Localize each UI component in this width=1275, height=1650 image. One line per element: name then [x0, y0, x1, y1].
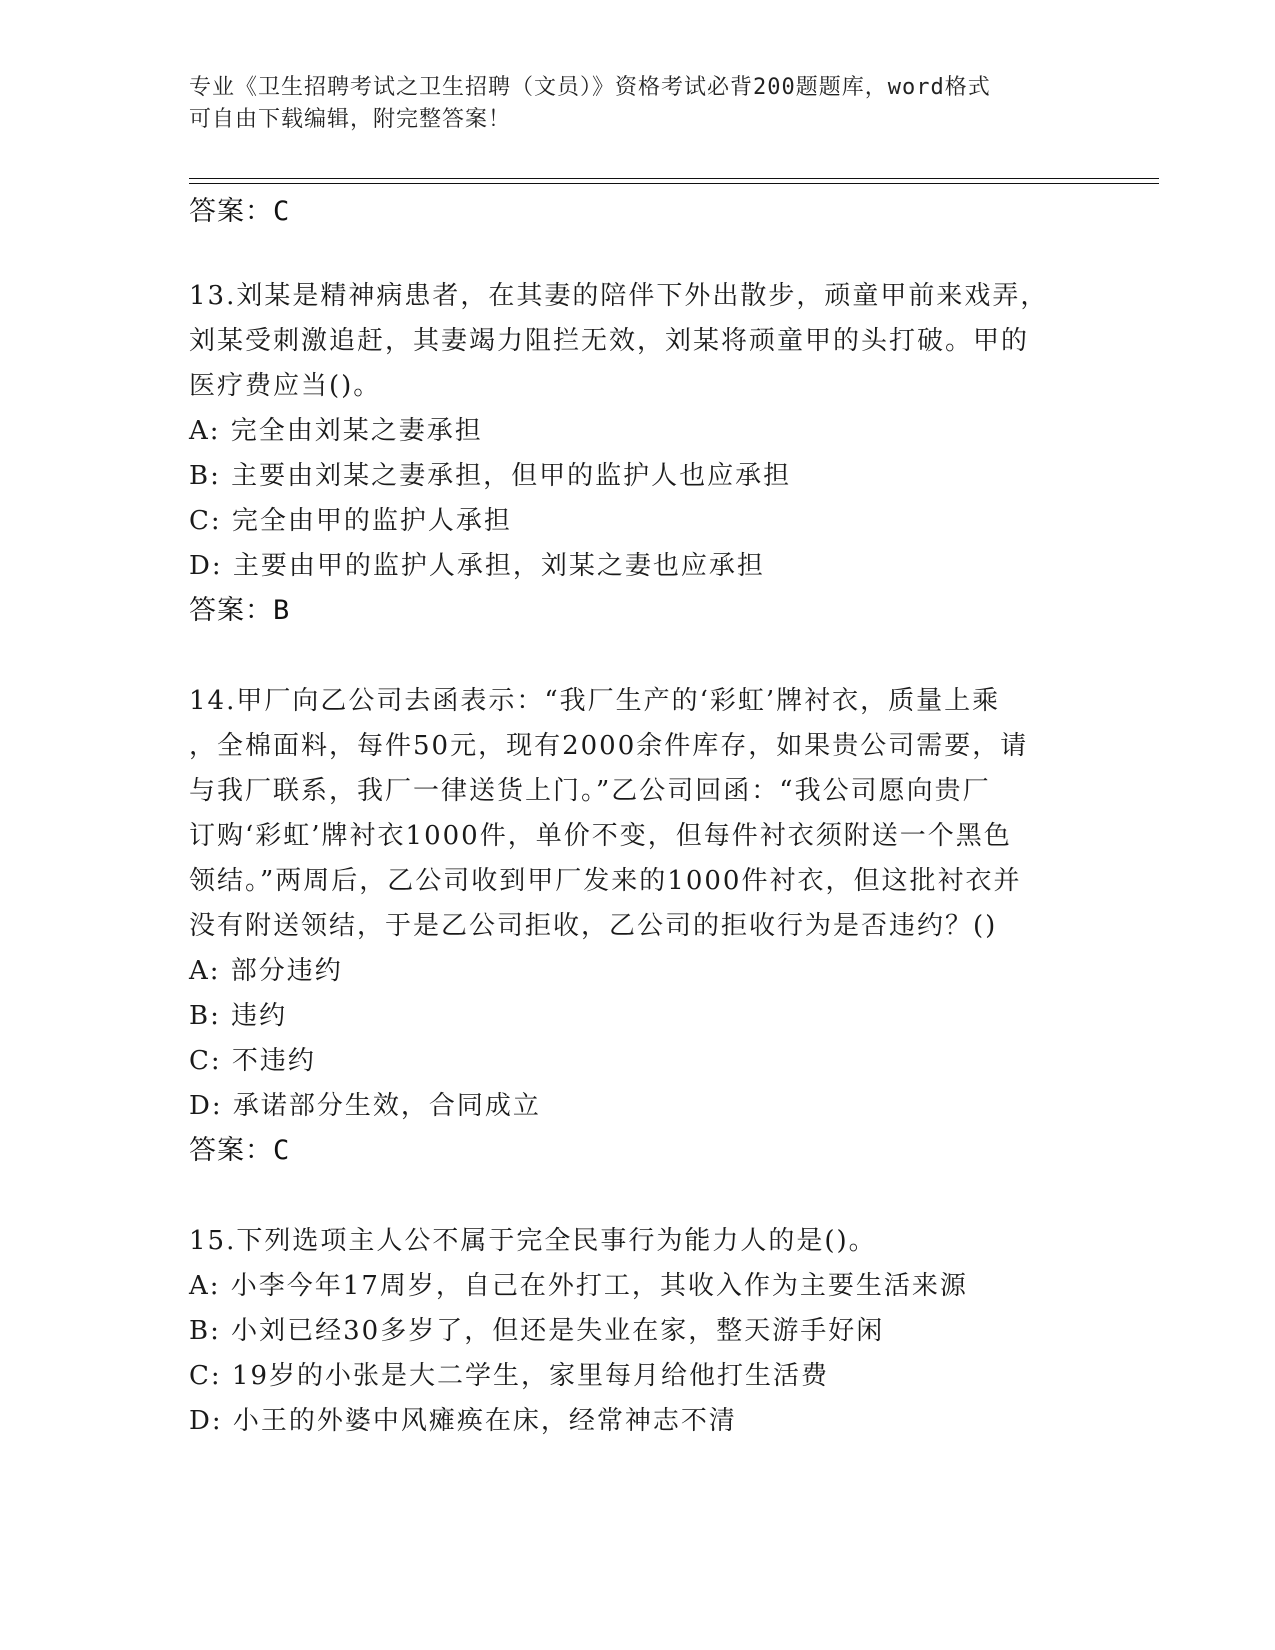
- question-stem-line: ，全棉面料，每件50元，现有2000余件库存，如果贵公司需要，请: [189, 731, 1029, 761]
- option-c: C: 完全由甲的监护人承担: [189, 506, 512, 536]
- question-stem-line: 刘某受刺激追赶，其妻竭力阻拦无效，刘某将顽童甲的头打破。甲的: [189, 326, 1030, 356]
- option-a: A: 小李今年17周岁，自己在外打工，其收入作为主要生活来源: [189, 1271, 968, 1301]
- question-stem-line: 14.甲厂向乙公司去函表示：“我厂生产的‘彩虹’牌衬衣，质量上乘: [189, 686, 1001, 716]
- document-header: [189, 72, 1069, 136]
- question-stem-line: 15.下列选项主人公不属于完全民事行为能力人的是()。: [189, 1226, 877, 1256]
- answer: 答案：C: [189, 1135, 291, 1166]
- option-b: B: 主要由刘某之妻承担，但甲的监护人也应承担: [189, 461, 792, 491]
- header-divider-bottom: [189, 183, 1159, 184]
- question-stem-line: 没有附送领结，于是乙公司拒收，乙公司的拒收行为是否违约？(): [189, 911, 998, 941]
- option-a: A: 部分违约: [189, 956, 343, 986]
- option-c: C: 不违约: [189, 1046, 316, 1076]
- option-a: A: 完全由刘某之妻承担: [189, 416, 483, 446]
- question-stem-line: 订购‘彩虹’牌衬衣1000件，单价不变，但每件衬衣须附送一个黑色: [189, 821, 1012, 851]
- question-list: [189, 190, 1089, 1444]
- header-divider-top: [189, 178, 1159, 179]
- option-d: D: 承诺部分生效，合同成立: [189, 1091, 541, 1121]
- question-stem-line: 医疗费应当()。: [189, 371, 382, 401]
- header-line-1: 专业《卫生招聘考试之卫生招聘（文员）》资格考试必背200题题库，word格式: [189, 75, 991, 100]
- option-d: D: 主要由甲的监护人承担，刘某之妻也应承担: [189, 551, 765, 581]
- option-c: C: 19岁的小张是大二学生，家里每月给他打生活费: [189, 1361, 830, 1391]
- question-stem-line: 13.刘某是精神病患者，在其妻的陪伴下外出散步，顽童甲前来戏弄，: [189, 281, 1049, 311]
- question-13: [189, 274, 1089, 633]
- option-b: B: 违约: [189, 1001, 288, 1031]
- question-stem-line: 领结。”两周后，乙公司收到甲厂发来的1000件衬衣，但这批衬衣并: [189, 866, 1022, 896]
- question-14: [189, 679, 1089, 1173]
- answer: 答案：B: [189, 595, 291, 626]
- question-stem-line: 与我厂联系，我厂一律送货上门。”乙公司回函：“我公司愿向贵厂: [189, 776, 991, 806]
- previous-answer: 答案：C: [189, 196, 291, 227]
- option-d: D: 小王的外婆中风瘫痪在床，经常神志不清: [189, 1406, 737, 1436]
- header-line-2: 可自由下载编辑，附完整答案！: [189, 107, 512, 132]
- option-b: B: 小刘已经30多岁了，但还是失业在家，整天游手好闲: [189, 1316, 885, 1346]
- question-15: [189, 1219, 1089, 1444]
